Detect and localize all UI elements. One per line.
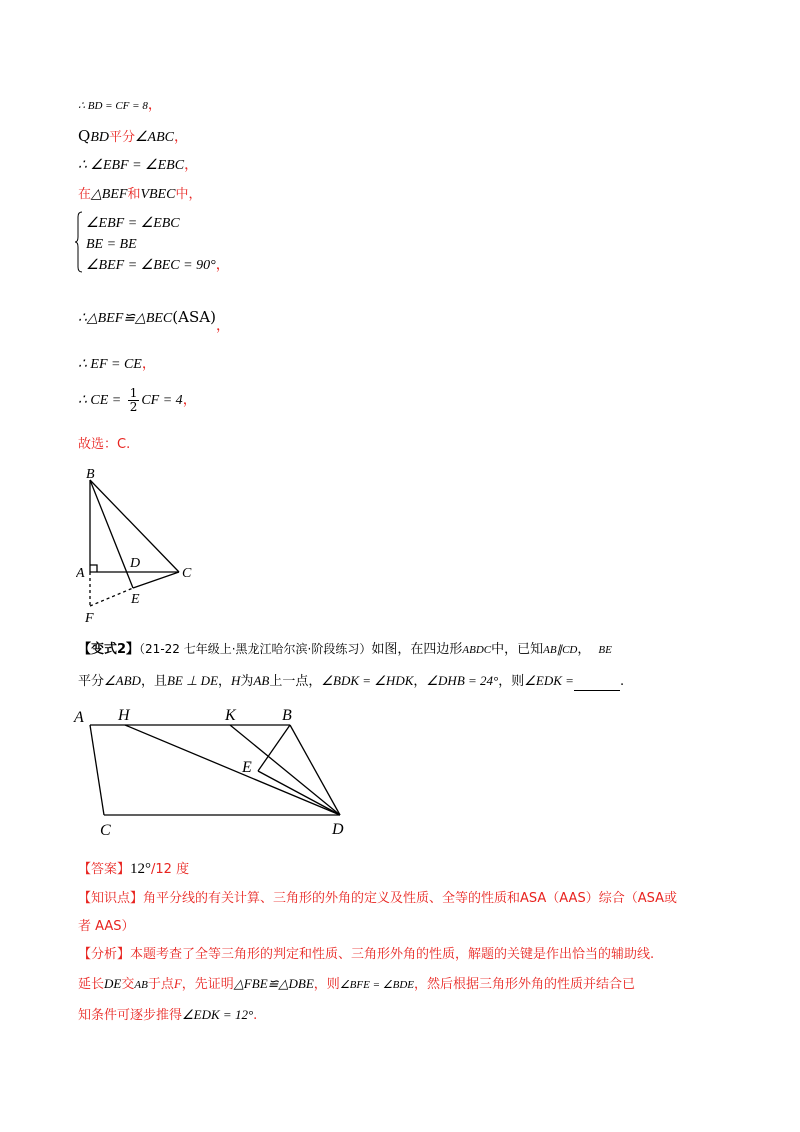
cn-text: 在: [78, 187, 92, 202]
problem-tag: 【变式2】: [78, 642, 140, 657]
analysis-tag: 【分析】: [78, 947, 131, 962]
solution-choice: 故选：C.: [78, 437, 131, 452]
cn-text: 于点: [147, 977, 174, 992]
knowledge-line-2: 者 AAS）: [78, 919, 135, 934]
cn-text: 中，已知: [491, 642, 544, 657]
cn-text: 中，: [175, 187, 202, 202]
math-text: BE = BE: [86, 237, 137, 252]
answer-line: [78, 860, 189, 879]
label-F: F: [85, 611, 94, 626]
system-eq-1: [86, 214, 180, 233]
math-text: BE: [598, 644, 612, 656]
label-B: B: [282, 707, 292, 724]
knowledge-tag: 【知识点】: [78, 891, 144, 906]
math-text: AB: [253, 673, 270, 688]
denominator: 2: [129, 399, 138, 414]
math-text: ∠EBF = ∠EBC: [86, 216, 180, 231]
asa-text: (ASA): [172, 308, 216, 326]
cn-text: 交: [121, 977, 135, 992]
label-C: C: [100, 822, 111, 839]
cn-text: ，则: [313, 977, 340, 992]
cn-text: .: [253, 1008, 258, 1023]
analysis-line-1: [78, 946, 654, 964]
solution-line-2: [78, 127, 188, 147]
math-text: AB∥CD: [543, 644, 578, 656]
solution-line-7: [78, 385, 197, 416]
label-D: D: [130, 556, 141, 571]
cn-text: ，: [577, 642, 591, 657]
math-text: ∠DHB = 24°: [426, 673, 499, 688]
numerator: 1: [129, 385, 138, 400]
cn-text: 平分: [108, 130, 135, 145]
math-text: ∠EDK =: [524, 673, 574, 688]
math-text: H: [231, 673, 241, 688]
math-text: ∠ABC: [135, 130, 174, 145]
label-H: H: [118, 707, 130, 724]
math-text: ∴ ∠EBF = ∠EBC: [78, 158, 185, 173]
punct: ，: [215, 257, 230, 273]
math-text: F: [173, 976, 182, 991]
solution-line-6: [78, 355, 156, 374]
cn-text: 如图，在四边形: [371, 642, 463, 657]
cn-text: 延长: [78, 977, 105, 992]
punct: ，: [147, 97, 162, 113]
math-text: △BEF: [91, 187, 128, 202]
cn-text: ，且: [140, 674, 167, 689]
fraction: [128, 387, 140, 414]
analysis-line-3: [78, 1006, 257, 1025]
math-text: ∴ CE =: [78, 393, 122, 408]
math-text: ∠BEF = ∠BEC = 90°: [86, 258, 216, 273]
math-text: ∠BDK = ∠HDK: [321, 673, 414, 688]
analysis-line-2: [78, 975, 635, 994]
figure-2-quadrilateral: [70, 700, 360, 840]
cn-text: ，则: [498, 674, 525, 689]
answer-tag: 【答案】: [78, 862, 131, 877]
cn-text: 为: [240, 674, 254, 689]
cn-text: .: [619, 674, 625, 689]
math-text: BE ⊥ DE: [166, 673, 219, 688]
math-text: ∴ EF = CE: [78, 357, 142, 372]
system-eq-3: [86, 256, 230, 275]
punct: ，: [174, 129, 188, 145]
math-text: ∠ABD: [104, 673, 141, 688]
cn-text: ，然后根据三角形外角的性质并结合已: [414, 977, 636, 992]
label-C: C: [182, 566, 192, 581]
math-text: ∴ BD = CF = 8: [78, 100, 148, 112]
cn-text: ，先证明: [181, 977, 234, 992]
math-text: ∠BFE = ∠BDE: [339, 979, 414, 991]
answer-blank: [574, 676, 620, 691]
punct: ，: [184, 157, 199, 173]
label-A: A: [76, 566, 85, 581]
math-text: BD: [90, 130, 109, 145]
figure-1-triangle: [76, 466, 206, 626]
math-text: AB: [134, 979, 148, 991]
math-text: △FBE≌△DBE: [233, 976, 314, 991]
math-text: ∠EDK = 12°: [182, 1007, 254, 1022]
answer-value: 12°: [130, 861, 152, 877]
problem-line-2: [78, 672, 624, 691]
system-brace: [75, 211, 83, 273]
solution-line-5: [78, 308, 230, 335]
math-text: CF = 4: [141, 393, 183, 408]
math-text: DE: [104, 976, 122, 991]
cn-text: 上一点，: [269, 674, 322, 689]
solution-line-1: [78, 96, 162, 115]
analysis-text: 本题考查了全等三角形的判定和性质、三角形外角的性质，解题的关键是作出恰当的辅助线.: [130, 947, 655, 962]
math-text: ∴△BEF≌△BEC: [78, 311, 173, 326]
label-E: E: [242, 759, 252, 776]
label-A: A: [74, 709, 84, 726]
label-E: E: [131, 592, 140, 607]
system-eq-2: [86, 235, 137, 254]
problem-source: （21-22 七年级上·黑龙江哈尔滨·阶段练习）: [139, 642, 372, 656]
solution-line-3: [78, 156, 198, 175]
label-B: B: [86, 467, 95, 482]
cn-text: ，: [218, 674, 232, 689]
punct: ，: [182, 392, 197, 408]
punct: ，: [215, 318, 230, 334]
label-K: K: [225, 707, 236, 724]
math-text: ABDC: [462, 644, 492, 656]
problem-line-1: [78, 640, 612, 659]
cn-text: 知条件可逐步推得: [78, 1008, 183, 1023]
label-D: D: [332, 821, 344, 838]
cn-text: 和: [127, 187, 141, 202]
answer-alt: /12 度: [151, 862, 190, 877]
cn-text: 平分: [78, 674, 105, 689]
cn-text: ，: [413, 674, 427, 689]
knowledge-line-1: [78, 890, 677, 908]
since-symbol: Q: [78, 127, 91, 145]
knowledge-text: 角平分线的有关计算、三角形的外角的定义及性质、全等的性质和ASA（AAS）综合（ASA或: [143, 891, 677, 906]
solution-line-4: [78, 185, 201, 204]
math-text: VBEC: [140, 187, 176, 202]
punct: ，: [141, 356, 156, 372]
